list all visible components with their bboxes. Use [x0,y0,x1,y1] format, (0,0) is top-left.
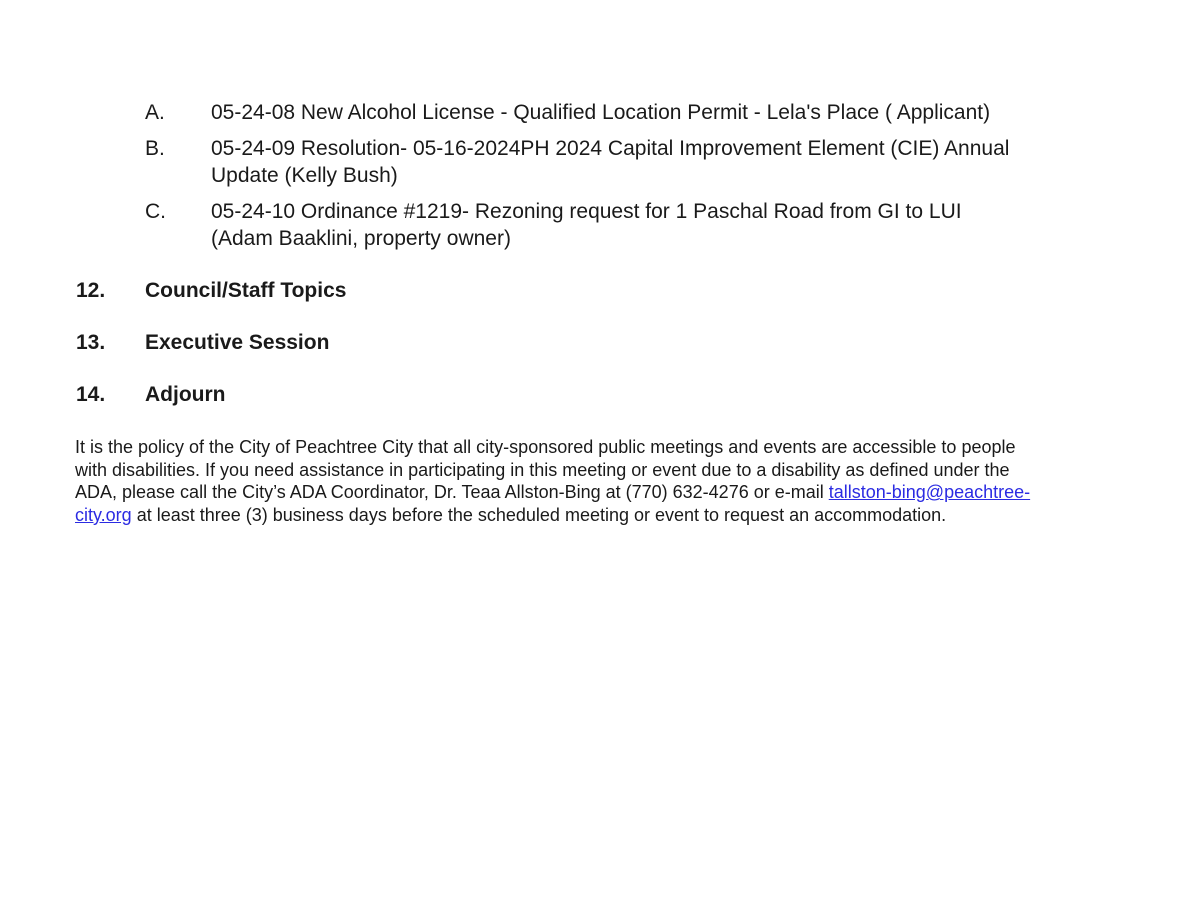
ada-email-link-part2[interactable]: city.org [75,504,132,525]
ada-policy-line1: It is the policy of the City of Peachtree City that all city-sponsored public meetings and events are accessible to people [75,437,1016,457]
ada-policy-line4 [75,504,1135,527]
sub-item-a-letter: A. [145,101,165,124]
sub-item-a-line1: 05-24-08 New Alcohol License - Qualified Location Permit - Lela's Place ( Applicant) [211,101,991,124]
sub-item-b-line2: Update (Kelly Bush) [211,164,398,187]
agenda-item-13-title: Executive Session [145,331,330,354]
sub-item-c [0,198,1200,252]
agenda-item-13 [0,329,1200,356]
sub-item-a-text [211,99,990,126]
sub-item-b-line1: 05-24-09 Resolution- 05-16-2024PH 2024 Capital Improvement Element (CIE) Annual [211,137,1010,160]
agenda-item-12-title: Council/Staff Topics [145,279,347,302]
ada-email-link-part1[interactable]: tallston-bing@peachtree- [828,482,1031,503]
agenda-item-14-number: 14. [76,383,106,406]
ada-policy-paragraph [75,436,1135,526]
agenda-item-14-title: Adjourn [145,383,226,406]
sub-item-b-text [211,135,1009,189]
sub-item-c-text [211,198,962,252]
ada-policy-line3 [75,481,1135,504]
agenda-item-13-number: 13. [76,331,106,354]
sub-item-c-letter: C. [145,200,166,223]
agenda-item-12-number: 12. [76,279,106,302]
sub-item-c-line1: 05-24-10 Ordinance #1219- Rezoning request for 1 Paschal Road from GI to LUI [211,200,962,223]
ada-policy-line4-text: at least three (3) business days before the scheduled meeting or event to request an accommodation. [131,504,947,525]
sub-item-b [0,135,1200,189]
sub-item-a [0,99,1200,126]
agenda-sub-items [0,99,1200,252]
sub-item-c-line2: (Adam Baaklini, property owner) [211,227,511,250]
agenda-item-12 [0,277,1200,304]
ada-policy-line2: with disabilities. If you need assistance in participating in this meeting or event due to a disability as defined under the [75,459,1010,480]
ada-policy-line3-text: ADA, please call the City’s ADA Coordinator, Dr. Teaa Allston-Bing at (770) 632-4276 or e-mail [75,482,829,503]
agenda-item-14 [0,381,1200,408]
sub-item-b-letter: B. [145,137,165,160]
